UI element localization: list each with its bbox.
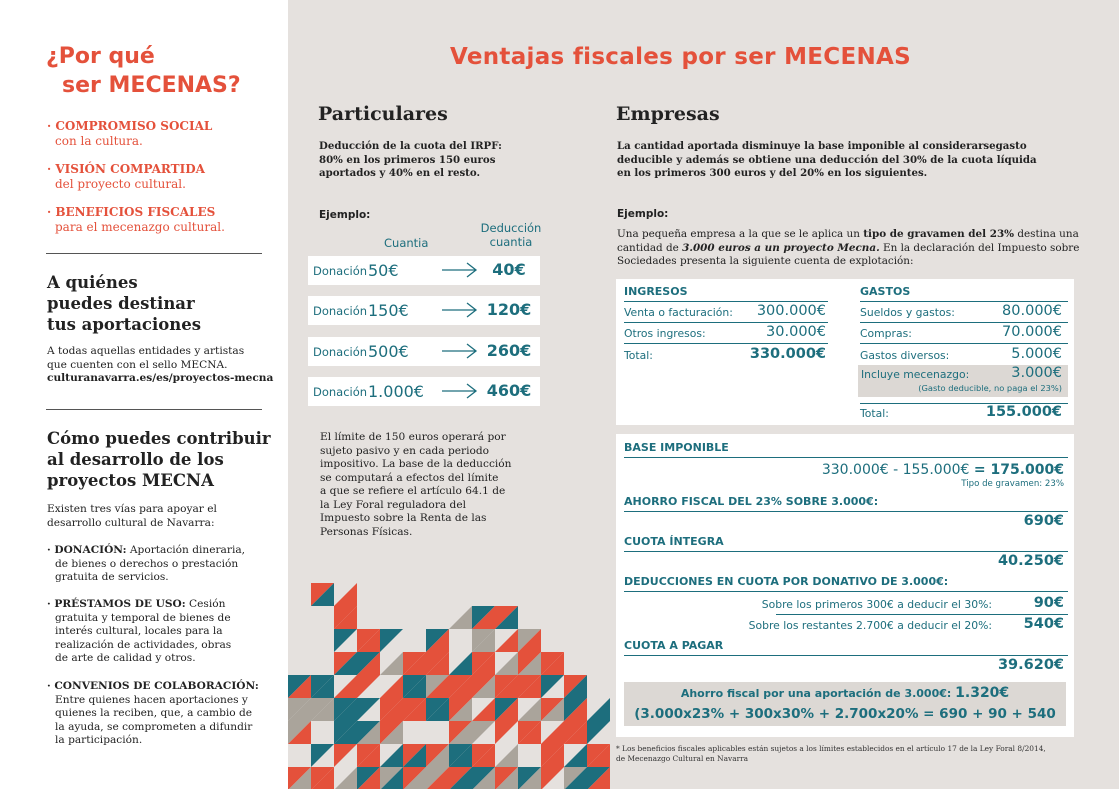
- bullet-desc: del proyecto cultural.: [55, 177, 186, 191]
- donation-deduction: 120€: [486, 300, 532, 319]
- particulares-note: [320, 431, 511, 539]
- heading-line: al desarrollo de los: [47, 450, 224, 469]
- hero-title: [46, 42, 241, 100]
- via-text: la ayuda, se comprometen a difundir: [55, 720, 253, 733]
- particulares-ejemplo: Ejemplo:: [319, 209, 371, 221]
- mosaic-triangle: [495, 744, 518, 767]
- ded1-value: 90€: [1033, 595, 1064, 611]
- via-text: Aportación dineraria,: [126, 544, 246, 556]
- summary-label: Ahorro fiscal por una aportación de 3.000€:: [680, 687, 952, 700]
- mosaic-triangle: [564, 744, 587, 767]
- mosaic-triangle: [472, 721, 495, 744]
- gasto-label: Sueldos y gastos:: [860, 306, 955, 319]
- via-text: Entre quienes hacen aportaciones y: [55, 693, 248, 706]
- divider: [860, 301, 1068, 302]
- cuota-integra-title: CUOTA ÍNTEGRA: [624, 535, 724, 548]
- col-cuantia: Cuantia: [384, 236, 429, 250]
- arrow-right-icon: [441, 300, 479, 320]
- via-title: · PRÉSTAMOS DE USO:: [47, 598, 186, 610]
- mosaic-triangle: [472, 698, 495, 721]
- divider: [624, 655, 1068, 656]
- bullet-beneficios: [47, 205, 225, 235]
- mosaic-triangle: [495, 652, 518, 675]
- base-title: BASE IMPONIBLE: [624, 441, 729, 454]
- arrow-right-icon: [441, 341, 479, 361]
- bullet-vision: [47, 162, 205, 192]
- gasto-label: Compras:: [860, 327, 912, 340]
- account-card: [616, 279, 1074, 425]
- text-line: que cuenten con el sello MECNA.: [47, 358, 228, 371]
- empresas-desc: [617, 140, 1037, 181]
- via-donacion: [47, 544, 245, 585]
- via-text: Cesión: [185, 598, 226, 610]
- via-text: de bienes o derechos o prestación: [55, 557, 239, 570]
- footnote-line: de Mecenazgo Cultural en Navarra: [616, 754, 749, 763]
- heading-line: proyectos MECNA: [47, 471, 214, 490]
- arrow-right-icon: [441, 381, 479, 401]
- intro-text: cantidad de: [617, 241, 683, 254]
- donation-amount: 50€: [368, 261, 399, 280]
- cuota-pagar-title: CUOTA A PAGAR: [624, 639, 724, 652]
- mosaic-triangle: [380, 675, 403, 698]
- donation-deduction: 260€: [486, 341, 532, 360]
- particulares-heading: Particulares: [318, 103, 448, 125]
- contribuir-intro: [47, 503, 217, 530]
- divider: [776, 614, 1068, 615]
- note-line: se computará a efectos del límite: [320, 471, 499, 484]
- donation-deduction: 40€: [492, 260, 526, 279]
- donation-amount: 1.000€: [368, 382, 424, 401]
- destinar-text: [47, 345, 273, 386]
- mosaic-triangle: [380, 744, 403, 767]
- mosaic-triangle: [587, 721, 610, 744]
- donation-row: [308, 377, 540, 406]
- donation-deduction: 460€: [486, 381, 532, 400]
- left-column: [0, 0, 288, 789]
- ingresos-title: INGRESOS: [624, 285, 688, 298]
- base-formula: 330.000€ - 155.000€: [821, 462, 970, 478]
- heading-line: tus aportaciones: [47, 315, 201, 334]
- page-title: Ventajas fiscales por ser MECENAS: [450, 44, 912, 70]
- mosaic-triangle: [449, 652, 472, 675]
- mosaic-triangle: [380, 629, 403, 652]
- summary-row: [624, 685, 1066, 701]
- mosaic-triangle: [334, 675, 357, 698]
- mecna-link[interactable]: culturanavarra.es/es/proyectos-mecna: [47, 372, 274, 384]
- donation-row: [308, 256, 540, 285]
- cuota-pagar-value: 39.620€: [997, 657, 1064, 673]
- col-deduccion: [474, 222, 548, 249]
- divider: [46, 253, 262, 254]
- mosaic-triangle: [380, 652, 403, 675]
- gastos-total-value: 155.000€: [985, 404, 1062, 420]
- contribuir-heading: [47, 428, 271, 491]
- bullet-compromiso: [47, 119, 212, 149]
- base-formula-row: [822, 462, 1064, 478]
- note-line: Personas Físicas.: [320, 525, 413, 538]
- intro-text: destina una: [1014, 228, 1079, 240]
- bullet-title: · COMPROMISO SOCIAL: [47, 119, 213, 133]
- mosaic-triangle: [541, 675, 564, 698]
- mecenazgo-label: Incluye mecenazgo:: [861, 368, 970, 381]
- via-text: de arte de calidad y otros.: [55, 652, 196, 664]
- note-line: impositivo. La base de la deducción: [320, 458, 512, 470]
- mosaic-triangle: [334, 767, 357, 789]
- ingresos-total-value: 330.000€: [749, 346, 826, 362]
- via-text: la participación.: [55, 734, 143, 746]
- ingreso-value: 300.000€: [756, 303, 826, 319]
- ded2-label: Sobre los restantes 2.700€ a deducir el 20%:: [748, 619, 992, 632]
- arrow-right-icon: [441, 260, 479, 280]
- note-line: sujeto pasivo y en cada periodo: [320, 444, 490, 457]
- via-text: quienes la reciben, que, a cambio de: [55, 707, 253, 719]
- heading-line: Cómo puedes contribuir: [47, 429, 271, 448]
- donation-amount: 150€: [368, 301, 409, 320]
- divider: [46, 409, 262, 410]
- text-line: desarrollo cultural de Navarra:: [47, 516, 215, 529]
- summary-formula: (3.000x23% + 300x30% + 2.700x20% = 690 + 90 + 540: [634, 706, 1056, 722]
- hero-line-2: ser MECENAS?: [62, 73, 241, 98]
- via-title: · DONACIÓN:: [47, 544, 127, 556]
- bullet-desc: para el mecenazgo cultural.: [55, 220, 225, 234]
- ded2-value: 540€: [1023, 616, 1064, 632]
- empresas-intro: [617, 228, 1079, 269]
- mosaic-triangle: [518, 698, 541, 721]
- text-line: A todas aquellas entidades y artistas: [47, 345, 245, 357]
- heading-line: puedes destinar: [47, 294, 195, 313]
- via-text: gratuita de servicios.: [55, 571, 169, 583]
- note-line: a que se refiere el artículo 64.1 de: [320, 485, 506, 497]
- deducciones-title: DEDUCCIONES EN CUOTA POR DONATIVO DE 3.000€:: [624, 575, 949, 588]
- desc-line: Deducción de la cuota del IRPF:: [319, 140, 502, 152]
- mosaic-triangle: [334, 583, 357, 606]
- footnote: [616, 744, 1046, 764]
- donation-row: [308, 337, 540, 366]
- donation-label: Donación: [313, 264, 368, 278]
- via-convenios: [47, 680, 259, 748]
- divider: [860, 322, 1068, 323]
- empresas-ejemplo: Ejemplo:: [617, 208, 669, 220]
- mecenazgo-highlight: [858, 365, 1068, 397]
- bullet-desc: con la cultura.: [55, 134, 143, 148]
- destinar-heading: [47, 272, 201, 335]
- gasto-label: Gastos diversos:: [860, 349, 950, 362]
- note-line: Impuesto sobre la Renta de las: [320, 512, 487, 524]
- empresas-heading: Empresas: [616, 103, 720, 125]
- divider: [624, 591, 1068, 592]
- text-line: Existen tres vías para apoyar el: [47, 503, 217, 515]
- tipo-gravamen: Tipo de gravamen: 23%: [961, 479, 1064, 489]
- heading-line: A quiénes: [47, 273, 138, 292]
- ahorro-title: AHORRO FISCAL DEL 23% SOBRE 3.000€:: [624, 495, 879, 508]
- mosaic-triangle: [334, 744, 357, 767]
- desc-line: aportados y 40% en el resto.: [319, 167, 481, 179]
- desc-line: 80% en los primeros 150 euros: [319, 153, 496, 166]
- footnote-line: * Los beneficios fiscales aplicables están sujetos a los límites establecidos en el artículo 17 de la Ley Foral 8/2014,: [616, 744, 1046, 753]
- bullet-title: · BENEFICIOS FISCALES: [47, 205, 216, 219]
- col-line: cuantia: [489, 234, 533, 249]
- via-text: realización de actividades, obras: [55, 638, 232, 651]
- mosaic-triangle: [449, 606, 472, 629]
- intro-bold: 3.000 euros a un proyecto Mecna.: [682, 241, 880, 254]
- donation-label: Donación: [313, 385, 368, 399]
- intro-bold: tipo de gravamen del 23%: [863, 228, 1015, 240]
- mosaic-triangle: [495, 629, 518, 652]
- gasto-value: 5.000€: [1011, 346, 1062, 362]
- mosaic-triangle: [541, 767, 564, 789]
- ingresos-total-label: Total:: [624, 349, 653, 362]
- desc-line: en los primeros 300 euros y del 20% en los siguientes.: [617, 167, 928, 179]
- hero-line-1: ¿Por qué: [46, 44, 155, 69]
- col-line: Deducción: [480, 221, 542, 235]
- desc-line: deducible y además se obtiene una deducción del 30% de la cuota líquida: [617, 153, 1037, 166]
- note-line: El límite de 150 euros operará por: [320, 431, 506, 443]
- summary-box: [624, 682, 1066, 726]
- mosaic-triangle: [357, 675, 380, 698]
- divider: [624, 551, 1068, 552]
- via-text: interés cultural, locales para la: [55, 625, 223, 637]
- divider: [624, 511, 1068, 512]
- donation-amount: 500€: [368, 342, 409, 361]
- intro-text: En la declaración del Impuesto sobre: [879, 241, 1080, 254]
- divider: [624, 457, 1068, 458]
- via-prestamos: [47, 598, 231, 666]
- mecenazgo-value: 3.000€: [1011, 365, 1062, 381]
- gasto-value: 80.000€: [1002, 303, 1062, 319]
- mosaic-triangle: [334, 629, 357, 652]
- donation-row: [308, 296, 540, 325]
- ingreso-label: Venta o facturación:: [624, 306, 733, 319]
- ded1-label: Sobre los primeros 300€ a deducir el 30%:: [761, 598, 992, 611]
- mecenazgo-note: (Gasto deducible, no paga el 23%): [918, 383, 1062, 393]
- intro-text: Sociedades presenta la siguiente cuenta de explotación:: [617, 255, 914, 267]
- ingreso-value: 30.000€: [766, 324, 826, 340]
- note-line: la Ley Foral reguladora del: [320, 498, 466, 511]
- summary-value: 1.320€: [955, 685, 1010, 701]
- ingreso-label: Otros ingresos:: [624, 327, 706, 340]
- cuota-integra-value: 40.250€: [997, 553, 1064, 569]
- via-title: · CONVENIOS DE COLABORACIÓN:: [47, 680, 259, 692]
- desc-line: La cantidad aportada disminuye la base imponible al considerarsegasto: [617, 140, 1027, 152]
- divider: [860, 343, 1068, 344]
- divider: [624, 343, 828, 344]
- mosaic-triangle: [587, 698, 610, 721]
- mosaic-triangle: [495, 721, 518, 744]
- gasto-value: 70.000€: [1002, 324, 1062, 340]
- particulares-desc: [319, 140, 502, 181]
- intro-text: Una pequeña empresa a la que se le aplica un: [617, 228, 864, 240]
- base-result: = 175.000€: [973, 462, 1064, 478]
- bullet-title: · VISIÓN COMPARTIDA: [47, 162, 205, 176]
- triangle-mosaic-decoration: [288, 560, 610, 789]
- divider: [624, 301, 828, 302]
- donation-label: Donación: [313, 345, 368, 359]
- ahorro-value: 690€: [1023, 513, 1064, 529]
- gastos-title: GASTOS: [860, 285, 911, 298]
- donation-label: Donación: [313, 304, 368, 318]
- via-text: gratuita y temporal de bienes de: [55, 611, 231, 624]
- divider: [624, 322, 828, 323]
- gastos-total-label: Total:: [860, 407, 889, 420]
- calculation-card: [616, 434, 1074, 737]
- mosaic-triangle: [541, 721, 564, 744]
- mosaic-triangle: [311, 744, 334, 767]
- mosaic-triangle: [357, 698, 380, 721]
